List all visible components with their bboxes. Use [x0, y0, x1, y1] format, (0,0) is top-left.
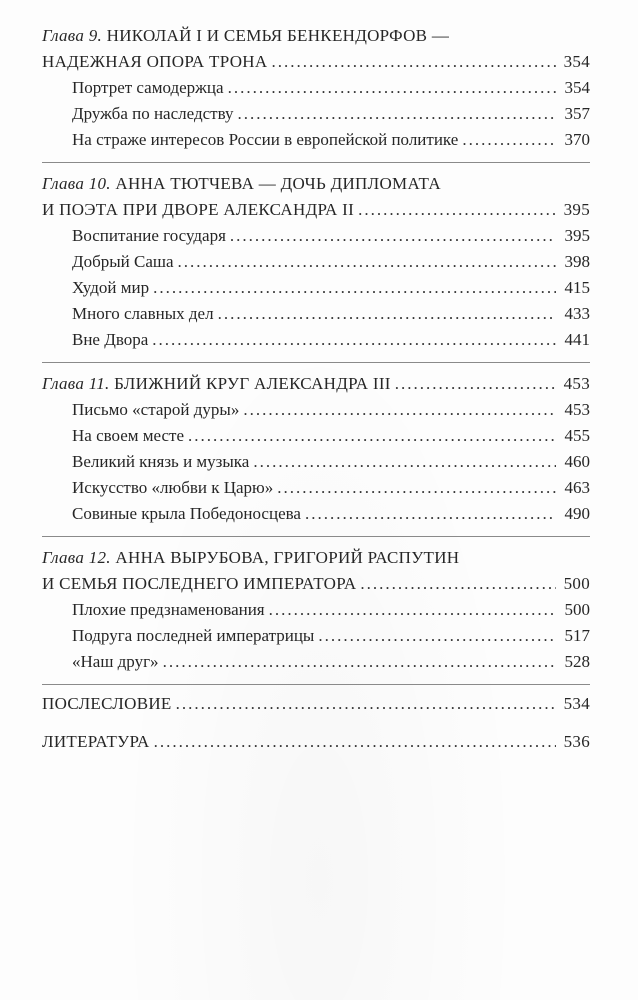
- section-title: «Наш друг»: [72, 652, 159, 671]
- section-title: Худой мир: [72, 278, 150, 297]
- toc-chapter-9: [42, 23, 590, 163]
- chapter-heading-line1: [42, 23, 590, 49]
- section-title: Совиные крыла Победоносцева: [72, 504, 301, 523]
- toc-section: [42, 75, 590, 101]
- page-number: 500: [563, 574, 590, 593]
- page-number: 415: [564, 278, 590, 297]
- dot-leader: [238, 101, 556, 127]
- dot-leader: [462, 127, 556, 153]
- section-title: Вне Двора: [72, 330, 149, 349]
- page-number: 517: [564, 626, 590, 645]
- page-number: 534: [563, 694, 590, 713]
- dot-leader: [178, 249, 556, 275]
- section-title: Дружба по наследству: [72, 104, 234, 123]
- literature-title: ЛИТЕРАТУРА: [42, 732, 150, 751]
- page-number: 453: [563, 374, 590, 393]
- toc-literature: [42, 729, 590, 755]
- toc-section: [42, 101, 590, 127]
- dot-leader: [188, 423, 556, 449]
- chapter-number: Глава 11.: [42, 374, 110, 393]
- toc-afterword: [42, 691, 590, 717]
- chapter-title-line1: НИКОЛАЙ I И СЕМЬЯ БЕНКЕНДОРФОВ —: [106, 26, 450, 45]
- chapter-title-line2: И ПОЭТА ПРИ ДВОРЕ АЛЕКСАНДРА II: [42, 200, 355, 219]
- dot-leader: [305, 501, 556, 527]
- chapter-title-line1: АННА ВЫРУБОВА, ГРИГОРИЙ РАСПУТИН: [115, 548, 460, 567]
- toc-section: [42, 449, 590, 475]
- section-title: Много славных дел: [72, 304, 214, 323]
- page-number: 500: [564, 600, 590, 619]
- toc-section: [42, 623, 590, 649]
- dot-leader: [163, 649, 556, 675]
- dot-leader: [271, 49, 556, 75]
- dot-leader: [152, 327, 556, 353]
- dot-leader: [253, 449, 556, 475]
- page-number: 354: [563, 52, 590, 71]
- toc-section: [42, 649, 590, 675]
- chapter-heading-line1: [42, 171, 590, 197]
- dot-leader: [230, 223, 556, 249]
- chapter-heading-line2: [42, 49, 590, 75]
- page-number: 441: [564, 330, 590, 349]
- page-number: 460: [564, 452, 590, 471]
- toc-chapter-12: [42, 545, 590, 685]
- toc-section: [42, 423, 590, 449]
- section-title: Подруга последней императрицы: [72, 626, 315, 645]
- page-number: 536: [563, 732, 590, 751]
- dot-leader: [269, 597, 556, 623]
- chapter-title-line1: АННА ТЮТЧЕВА — ДОЧЬ ДИПЛОМАТА: [115, 174, 441, 193]
- chapter-heading-line2: [42, 571, 590, 597]
- section-title: Искусство «любви к Царю»: [72, 478, 274, 497]
- toc-section: [42, 127, 590, 153]
- page-number: 453: [564, 400, 590, 419]
- page-number: 395: [564, 226, 590, 245]
- dot-leader: [318, 623, 556, 649]
- dot-leader: [360, 571, 556, 597]
- toc-section: [42, 397, 590, 423]
- chapter-heading-line2: [42, 197, 590, 223]
- section-title: На страже интересов России в европейской политике: [72, 130, 459, 149]
- page-number: 398: [564, 252, 590, 271]
- toc-section: [42, 501, 590, 527]
- chapter-title-line2: И СЕМЬЯ ПОСЛЕДНЕГО ИМПЕРАТОРА: [42, 574, 357, 593]
- page-number: 528: [564, 652, 590, 671]
- page-number: 455: [564, 426, 590, 445]
- toc-chapter-11: [42, 371, 590, 537]
- section-title: Плохие предзнаменования: [72, 600, 265, 619]
- page-number: 490: [564, 504, 590, 523]
- chapter-number: Глава 10.: [42, 174, 111, 193]
- dot-leader: [228, 75, 556, 101]
- dot-leader: [218, 301, 556, 327]
- page-number: 433: [564, 304, 590, 323]
- dot-leader: [358, 197, 556, 223]
- toc-section: [42, 301, 590, 327]
- section-title: Добрый Саша: [72, 252, 174, 271]
- section-title: Воспитание государя: [72, 226, 226, 245]
- dot-leader: [243, 397, 556, 423]
- chapter-title-line2: НАДЕЖНАЯ ОПОРА ТРОНА: [42, 52, 268, 71]
- toc-section: [42, 597, 590, 623]
- afterword-title: ПОСЛЕСЛОВИЕ: [42, 694, 172, 713]
- toc-section: [42, 275, 590, 301]
- page-number: 395: [563, 200, 590, 219]
- dot-leader: [176, 691, 556, 717]
- toc-section: [42, 223, 590, 249]
- page-number: 370: [564, 130, 590, 149]
- chapter-heading-line1: [42, 545, 590, 571]
- chapter-number: Глава 9.: [42, 26, 103, 45]
- section-title: Портрет самодержца: [72, 78, 224, 97]
- chapter-heading-line1: [42, 371, 590, 397]
- section-title: На своем месте: [72, 426, 185, 445]
- page-number: 357: [564, 104, 590, 123]
- toc-section: [42, 249, 590, 275]
- toc-section: [42, 327, 590, 353]
- section-title: Письмо «старой дуры»: [72, 400, 240, 419]
- toc-chapter-10: [42, 171, 590, 363]
- chapter-number: Глава 12.: [42, 548, 111, 567]
- dot-leader: [277, 475, 556, 501]
- page-number: 354: [564, 78, 590, 97]
- dot-leader: [395, 371, 556, 397]
- dot-leader: [154, 729, 556, 755]
- page-number: 463: [564, 478, 590, 497]
- chapter-title-line1: БЛИЖНИЙ КРУГ АЛЕКСАНДРА III: [114, 374, 391, 393]
- section-title: Великий князь и музыка: [72, 452, 250, 471]
- dot-leader: [153, 275, 556, 301]
- table-of-contents: [42, 23, 590, 755]
- toc-section: [42, 475, 590, 501]
